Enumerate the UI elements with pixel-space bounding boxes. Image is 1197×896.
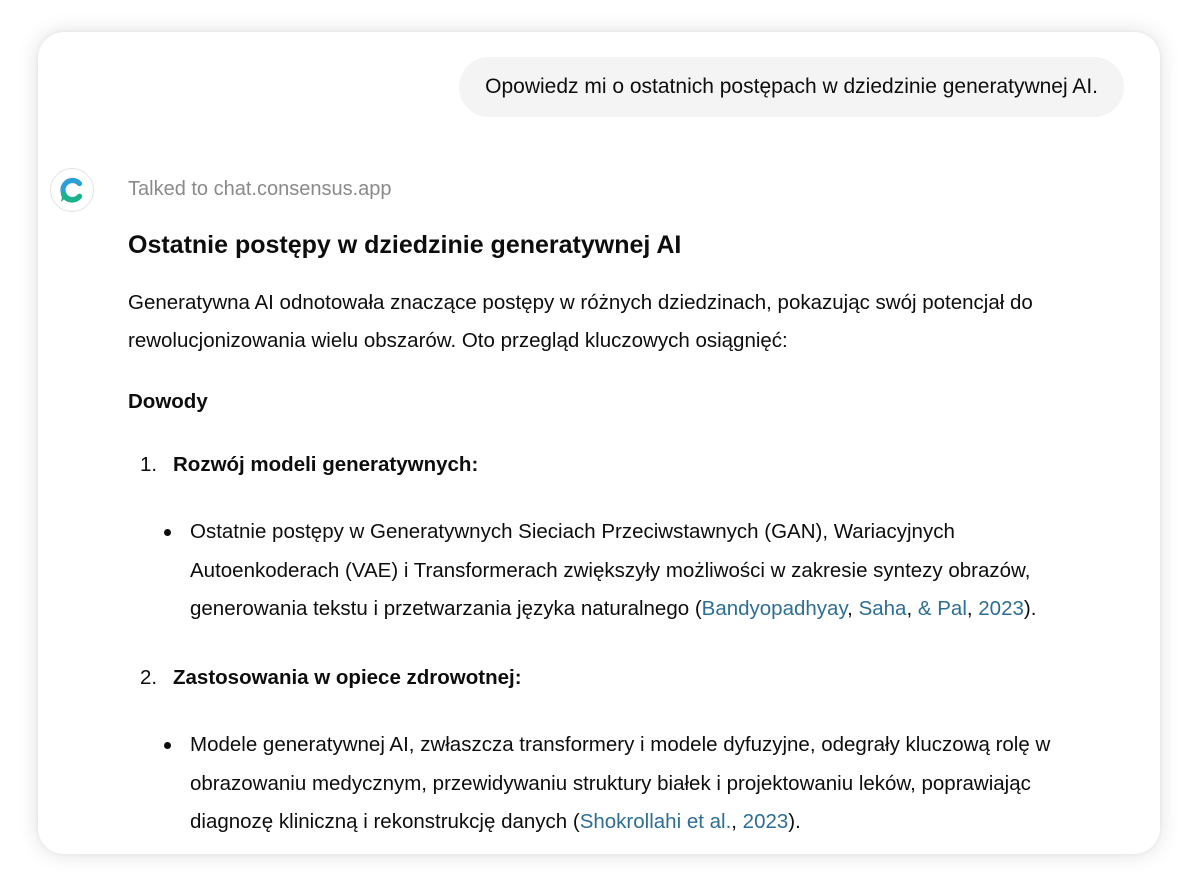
consensus-logo-icon [50,168,94,212]
response-heading: Ostatnie postępy w dziedzinie generatywnej AI [128,231,682,259]
bullet-dot [164,529,171,536]
list-item-number: 2. [140,666,158,689]
user-message-text: Opowiedz mi o ostatnich postępach w dziedzinie generatywnej AI. [485,75,1098,98]
bullet-text: Ostatnie postępy w Generatywnych Sieciach Przeciwstawnych (GAN), Wariacyjnych Autoenkoderach (VAE) i Transformerach zwiększyły możliwości w zakresie syntezy obrazów, generowania tekstu i przetwarzania języka naturalnego (Bandyopadhyay, Saha, & Pal, 2023). [190,520,1037,620]
bullet-text: Modele generatywnej AI, zwłaszcza transformery i modele dyfuzyjne, odegrały kluczową rolę w obrazowaniu medycznym, przewidywaniu struktury białek i projektowaniu leków, poprawiając diagnozę kliniczną i rekonstrukcję danych (Shokrollahi et al., 2023). [190,733,1051,833]
citation-link[interactable]: Bandyopadhyay [701,597,848,620]
list-item-2-title [140,666,522,690]
list-item-1-title [140,453,478,477]
response-intro: Generatywna AI odnotowała znaczące postępy w różnych dziedzinach, pokazując swój potencjał do rewolucjonizowania wielu obszarów. Oto przegląd kluczowych osiągnięć: [128,291,1033,352]
list-item-number: 1. [140,453,158,476]
user-message-bubble [459,57,1124,117]
citation-link[interactable]: 2023 [978,597,1024,620]
citation-link[interactable]: & Pal [917,597,967,620]
list-item-2-bullet [190,726,1088,842]
section-title: Dowody [128,390,208,413]
chat-window [38,32,1160,854]
list-item-label: Zastosowania w opiece zdrowotnej: [173,666,522,689]
citation-link[interactable]: Saha [858,597,907,620]
list-item-label: Rozwój modeli generatywnych: [173,453,479,476]
list-item-1-bullet [190,513,1088,629]
plugin-status[interactable]: Talked to chat.consensus.app [128,178,392,200]
citation-link[interactable]: Shokrollahi et al. [579,810,732,833]
citation-link[interactable]: 2023 [742,810,789,833]
bullet-dot [164,742,171,749]
